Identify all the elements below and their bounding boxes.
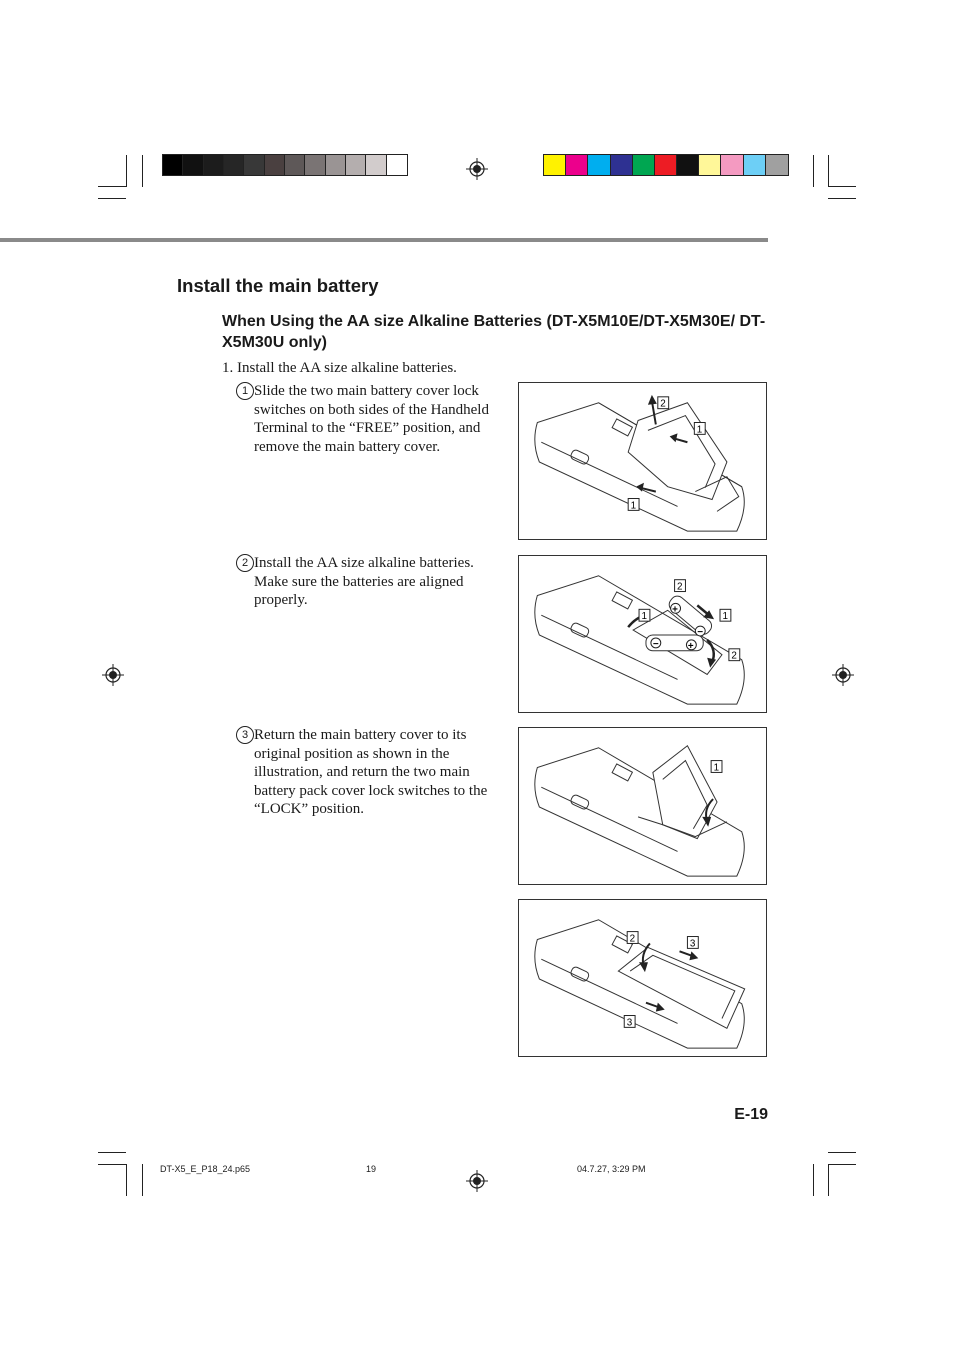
step-number-circle: 3 — [236, 726, 254, 744]
process-color-bar — [543, 154, 789, 176]
step-text: Install the AA size alkaline batteries. Make sure the batteries are aligned properly. — [254, 555, 474, 608]
step-number-circle: 1 — [236, 382, 254, 400]
figure-install-batteries — [518, 555, 767, 713]
figure-callout-label: 3 — [689, 938, 696, 950]
footer-page: 19 — [366, 1164, 377, 1174]
color-swatch — [326, 155, 346, 175]
color-swatch — [183, 155, 203, 175]
color-swatch — [566, 155, 588, 175]
footer-file-name: DT-X5_E_P18_24.p65 — [160, 1164, 251, 1174]
color-swatch — [265, 155, 285, 175]
figure-callout-label: 2 — [629, 933, 636, 945]
crop-mark — [126, 155, 127, 187]
color-swatch — [744, 155, 766, 175]
color-swatch — [677, 155, 699, 175]
figure-callout-label: 1 — [696, 424, 703, 436]
figure-callout-label: 1 — [641, 611, 647, 623]
page-number: E-19 — [734, 1106, 768, 1123]
step-3 — [236, 726, 498, 819]
crop-mark — [813, 1164, 814, 1196]
crop-mark — [828, 198, 856, 199]
handheld-terminal-illustration — [519, 383, 766, 539]
color-swatch — [588, 155, 610, 175]
color-swatch — [346, 155, 366, 175]
figure-remove-cover — [518, 382, 767, 540]
color-swatch — [721, 155, 743, 175]
crop-mark — [142, 1164, 143, 1196]
crop-mark — [126, 1164, 127, 1196]
color-swatch — [224, 155, 244, 175]
grayscale-color-bar — [162, 154, 408, 176]
figure-return-cover — [518, 727, 767, 885]
step-1 — [236, 382, 498, 456]
step-number-circle: 2 — [236, 554, 254, 572]
crop-mark — [828, 186, 856, 187]
color-swatch — [544, 155, 566, 175]
figure-callout-label: 3 — [626, 1017, 633, 1029]
crop-mark — [98, 186, 126, 187]
crop-mark — [98, 1152, 126, 1153]
figure-lock-cover — [518, 899, 767, 1057]
registration-mark-icon — [466, 1170, 488, 1192]
section-subheading: When Using the AA size Alkaline Batteries (DT-X5M10E/DT-X5M30E/ DT-X5M30U only) — [222, 313, 766, 351]
color-swatch — [387, 155, 407, 175]
crop-mark — [828, 1164, 856, 1165]
footer-date: 04.7.27, 3:29 PM — [577, 1164, 646, 1174]
svg-text:−: − — [697, 626, 704, 638]
crop-mark — [142, 155, 143, 187]
step-2 — [236, 554, 498, 610]
svg-text:+: + — [672, 604, 678, 616]
figure-callout-label: 2 — [731, 650, 737, 662]
color-swatch — [633, 155, 655, 175]
svg-text:−: − — [652, 638, 659, 650]
color-swatch — [766, 155, 788, 175]
color-swatch — [305, 155, 325, 175]
registration-mark-icon — [102, 664, 124, 686]
crop-mark — [98, 198, 126, 199]
handheld-terminal-illustration — [519, 900, 766, 1056]
figure-callout-label: 2 — [677, 581, 683, 593]
color-swatch — [204, 155, 224, 175]
handheld-terminal-illustration — [519, 728, 766, 884]
color-swatch — [699, 155, 721, 175]
figure-callout-label: 1 — [722, 611, 728, 623]
page-heading: Install the main battery — [177, 275, 379, 296]
color-swatch — [366, 155, 386, 175]
figure-callout-label: 1 — [630, 500, 637, 512]
color-swatch — [244, 155, 264, 175]
intro-step: 1. Install the AA size alkaline batteries. — [222, 360, 457, 376]
color-swatch — [611, 155, 633, 175]
crop-mark — [828, 155, 829, 187]
step-text: Slide the two main battery cover lock switches on both sides of the Handheld Terminal to the “FREE” position, and remove the main battery cover. — [254, 383, 489, 455]
step-text: Return the main battery cover to its original position as shown in the illustration, and return the two main battery pack cover lock switches to the “LOCK” position. — [254, 727, 488, 817]
color-swatch — [163, 155, 183, 175]
header-rule — [0, 238, 768, 242]
crop-mark — [828, 1152, 856, 1153]
color-swatch — [655, 155, 677, 175]
registration-mark-icon — [832, 664, 854, 686]
registration-mark-icon — [466, 158, 488, 180]
crop-mark — [828, 1164, 829, 1196]
svg-text:+: + — [687, 640, 694, 652]
crop-mark — [98, 1164, 126, 1165]
figure-callout-label: 1 — [713, 762, 720, 774]
crop-mark — [813, 155, 814, 187]
handheld-terminal-illustration — [519, 556, 766, 712]
figure-callout-label: 2 — [660, 398, 666, 410]
color-swatch — [285, 155, 305, 175]
